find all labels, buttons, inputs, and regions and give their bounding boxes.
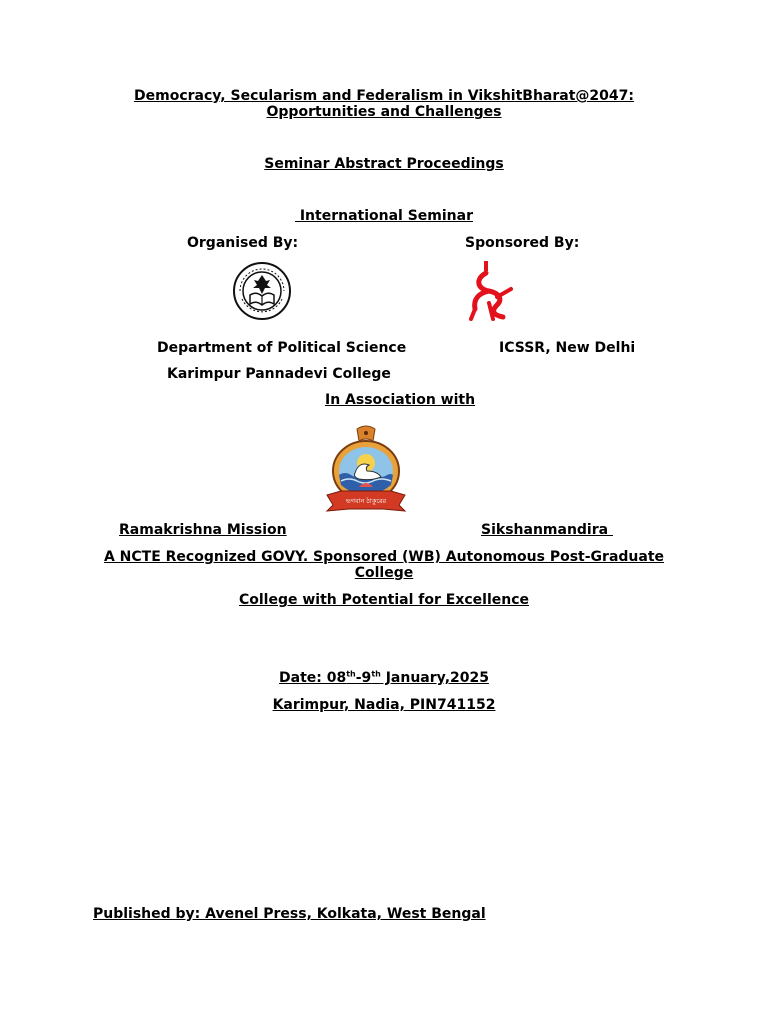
associate-status: College with Potential for Excellence <box>238 592 529 608</box>
seminar-type: International Seminar <box>294 208 474 224</box>
sponsor-name: ICSSR, New Delhi <box>499 340 636 356</box>
organised-by-label: Organised By: <box>187 235 299 251</box>
organiser-college: Karimpur Pannadevi College <box>167 366 391 382</box>
icssr-logo-icon <box>467 259 513 321</box>
emblem-ribbon-text: ভগবান ঠাকুরের <box>345 497 387 505</box>
association-label: In Association with <box>325 392 476 408</box>
sponsored-by-label: Sponsored By: <box>465 235 580 251</box>
proceedings-heading: Seminar Abstract Proceedings <box>264 156 504 172</box>
organiser-department: Department of Political Science <box>157 340 407 356</box>
associate-description-line-2: College <box>354 565 414 581</box>
associate-name-right: Sikshanmandira <box>481 522 613 538</box>
document-title-line-1: Democracy, Secularism and Federalism in VikshitBharat@2047: <box>134 88 634 104</box>
associate-description-line-1: A NCTE Recognized GOVY. Sponsored (WB) Autonomous Post-Graduate <box>103 549 665 565</box>
seminar-venue: Karimpur, Nadia, PIN741152 <box>272 697 496 713</box>
associate-name-left: Ramakrishna Mission <box>119 522 287 538</box>
ramakrishna-mission-emblem-icon <box>325 425 407 515</box>
document-title-line-2: Opportunities and Challenges <box>266 104 502 120</box>
date-sup-1: th <box>346 669 356 679</box>
date-suffix: January,2025 <box>380 670 489 686</box>
date-prefix: Date: 08 <box>279 670 347 686</box>
karimpur-college-seal-icon <box>232 261 292 321</box>
date-mid: -9 <box>355 670 372 686</box>
publisher-line: Published by: Avenel Press, Kolkata, West Bengal <box>93 906 486 922</box>
date-sup-2: th <box>371 669 381 679</box>
seminar-date <box>0 670 768 686</box>
